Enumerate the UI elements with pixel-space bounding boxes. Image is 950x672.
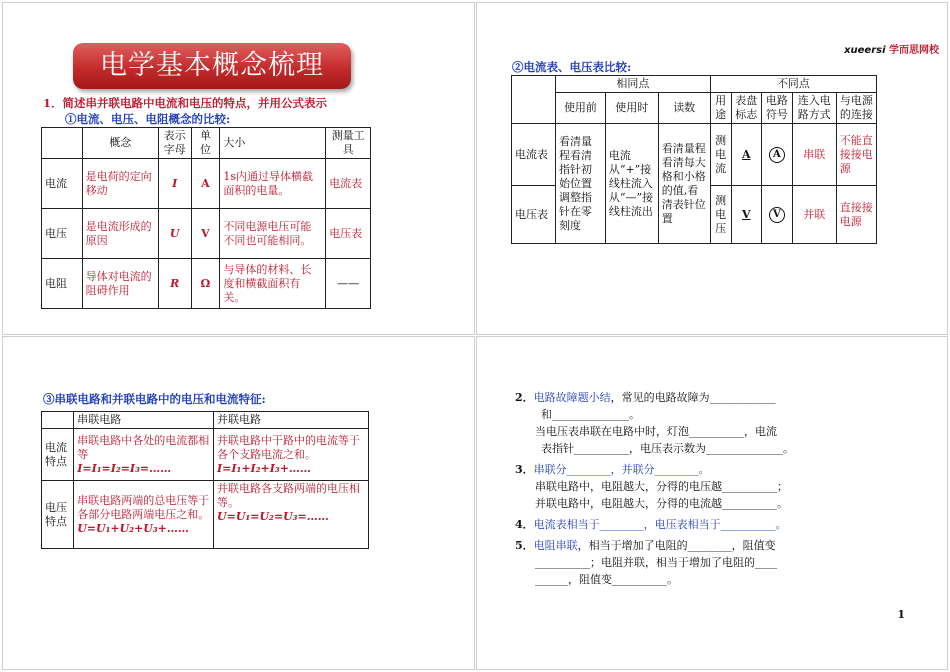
reading-cell: 看清量程看清每大格和小格的值,看清表针位置	[658, 124, 710, 244]
header-cell: 测量工具	[326, 128, 371, 159]
table-row	[42, 259, 371, 309]
question-text: ，相当于增加了电阻的________，阻值变	[577, 539, 776, 552]
dial-mark: V	[742, 207, 751, 221]
header-cell: 概念	[82, 128, 158, 159]
table-row	[42, 209, 371, 259]
diff-header: 不同点	[710, 76, 876, 93]
letter-cell: U	[158, 209, 191, 259]
row-label: 电压特点	[42, 481, 74, 549]
question-2-line: 和______________。	[541, 408, 640, 421]
parallel-voltage-text: 并联电路各支路两端的电压相等。	[217, 482, 361, 509]
connection-cell: 串联	[792, 124, 836, 186]
series-current-formula: I=I₁=I₂=I₃=……	[77, 461, 172, 475]
table-row	[42, 429, 369, 481]
series-current-text: 串联电路中各处的电流都相等	[77, 433, 210, 461]
header-cell: 与电源的连接	[836, 93, 876, 124]
power-cell: 直接接电源	[836, 186, 876, 244]
question-number: 4．	[515, 518, 534, 531]
question-3-line: 串联电路中，电阻越大，分得的电压越__________；	[535, 480, 788, 493]
parallel-voltage-formula: U=U₁=U₂=U₃=……	[217, 510, 329, 523]
concept-cell: 是电流形成的原因	[82, 209, 158, 259]
subheading-1: ①电流、电压、电阻概念的比较:	[65, 112, 231, 126]
question-2-line: 表指针__________，电压表示数为______________。	[541, 442, 794, 455]
concept-table	[41, 127, 371, 309]
parallel-current-text: 并联电路中干路中的电流等于各个支路电流之和。	[217, 433, 361, 461]
voltmeter-symbol-icon: V	[769, 207, 785, 223]
header-cell: 使用前	[556, 93, 606, 124]
subheading-3: ③串联电路和并联电路中的电压和电流特征:	[43, 392, 266, 406]
question-number: 3．	[515, 463, 534, 476]
unit-cell: A	[191, 159, 220, 209]
header-cell: 用途	[710, 93, 731, 124]
letter-cell: I	[158, 159, 191, 209]
size-cell: 与导体的材料、长度和横截面积有关。	[220, 259, 326, 309]
header-cell: 单位	[191, 128, 220, 159]
row-label: 电流	[42, 159, 83, 209]
header-cell: 串联电路	[74, 412, 214, 429]
tool-cell: ——	[326, 259, 371, 309]
question-topic: 电阻串联	[533, 539, 578, 552]
header-cell: 电路符号	[762, 93, 793, 124]
row-label: 电流表	[512, 124, 556, 186]
question-text: ，常见的电路故障为____________	[610, 391, 776, 404]
logo-text-cn: 学而思网校	[889, 45, 939, 56]
row-label: 电压	[42, 209, 83, 259]
slide-title: 电学基本概念梳理	[73, 43, 351, 89]
page-number: 1	[897, 608, 905, 621]
row-label: 电流特点	[42, 429, 74, 481]
header-cell: 使用时	[605, 93, 658, 124]
row-label: 电阻	[42, 259, 83, 309]
letter-cell: R	[158, 259, 191, 309]
size-cell: 1s内通过导体横截面积的电量。	[220, 159, 326, 209]
dial-mark: A	[742, 147, 751, 161]
header-cell: 表示字母	[158, 128, 191, 159]
during-cell: 电流从“+”接线柱流入从“—”接线柱流出	[605, 124, 658, 244]
question-5	[515, 537, 935, 554]
tool-cell: 电压表	[326, 209, 371, 259]
subheading-2: ②电流表、电压表比较:	[512, 60, 632, 74]
question-3-line: 并联电路中，电阻越大，分得的电流越__________。	[535, 497, 788, 510]
header-cell: 表盘标志	[731, 93, 762, 124]
row-label: 电压表	[512, 186, 556, 244]
header-cell: 读数	[658, 93, 710, 124]
question-topic: 电路故障题小结	[533, 391, 611, 404]
tool-cell: 电流表	[326, 159, 371, 209]
slide-3	[2, 336, 475, 670]
table-row	[42, 481, 369, 549]
connection-cell: 并联	[792, 186, 836, 244]
header-cell: 连入电路方式	[792, 93, 836, 124]
ammeter-symbol-icon: A	[769, 147, 785, 163]
slide-1	[2, 2, 475, 335]
question-number: 2．	[515, 391, 534, 404]
table-row	[42, 159, 371, 209]
question-topic: 串联分________，并联分________。	[533, 463, 710, 476]
table-row	[512, 124, 877, 186]
use-cell: 测电压	[710, 186, 731, 244]
question-2-line: 当电压表串联在电路中时，灯泡__________，电流	[535, 425, 777, 438]
series-voltage-formula: U=U₁+U₂+U₃+……	[77, 521, 189, 535]
logo-text-en: xueersi	[844, 45, 886, 56]
slide-4	[476, 336, 948, 670]
use-cell: 测电流	[710, 124, 731, 186]
same-header: 相同点	[556, 76, 711, 93]
question-2	[515, 389, 935, 406]
question-topic: 电流表相当于________，电压表相当于__________。	[533, 518, 787, 531]
parallel-current-formula: I=I₁+I₂+I₃+……	[217, 461, 311, 475]
series-voltage-text: 串联电路两端的总电压等于各部分电路两端电压之和。	[77, 493, 210, 521]
size-cell: 不同电源电压可能不同也可能相同。	[220, 209, 326, 259]
concept-cell: 导体对电流的阻碍作用	[82, 259, 158, 309]
slide-2	[476, 2, 948, 335]
brand-logo	[844, 41, 939, 56]
question-number: 5．	[515, 539, 534, 552]
question-4	[515, 516, 935, 533]
circuit-table	[41, 411, 369, 549]
concept-cell: 是电荷的定向移动	[82, 159, 158, 209]
question-3	[515, 461, 935, 478]
unit-cell: Ω	[191, 259, 220, 309]
meter-table	[511, 75, 877, 244]
power-cell: 不能直接接电源	[836, 124, 876, 186]
header-cell: 并联电路	[214, 412, 369, 429]
question-1: 1．简述串并联电路中电流和电压的特点，并用公式表示	[43, 96, 327, 110]
question-5-line: __________；电阻并联，相当于增加了电阻的____	[535, 556, 777, 569]
before-cell: 看清量程看清指针初始位置调整指针在零刻度	[556, 124, 606, 244]
unit-cell: V	[191, 209, 220, 259]
question-5-line: ______，阻值变__________。	[535, 573, 678, 586]
header-cell: 大小	[220, 128, 326, 159]
